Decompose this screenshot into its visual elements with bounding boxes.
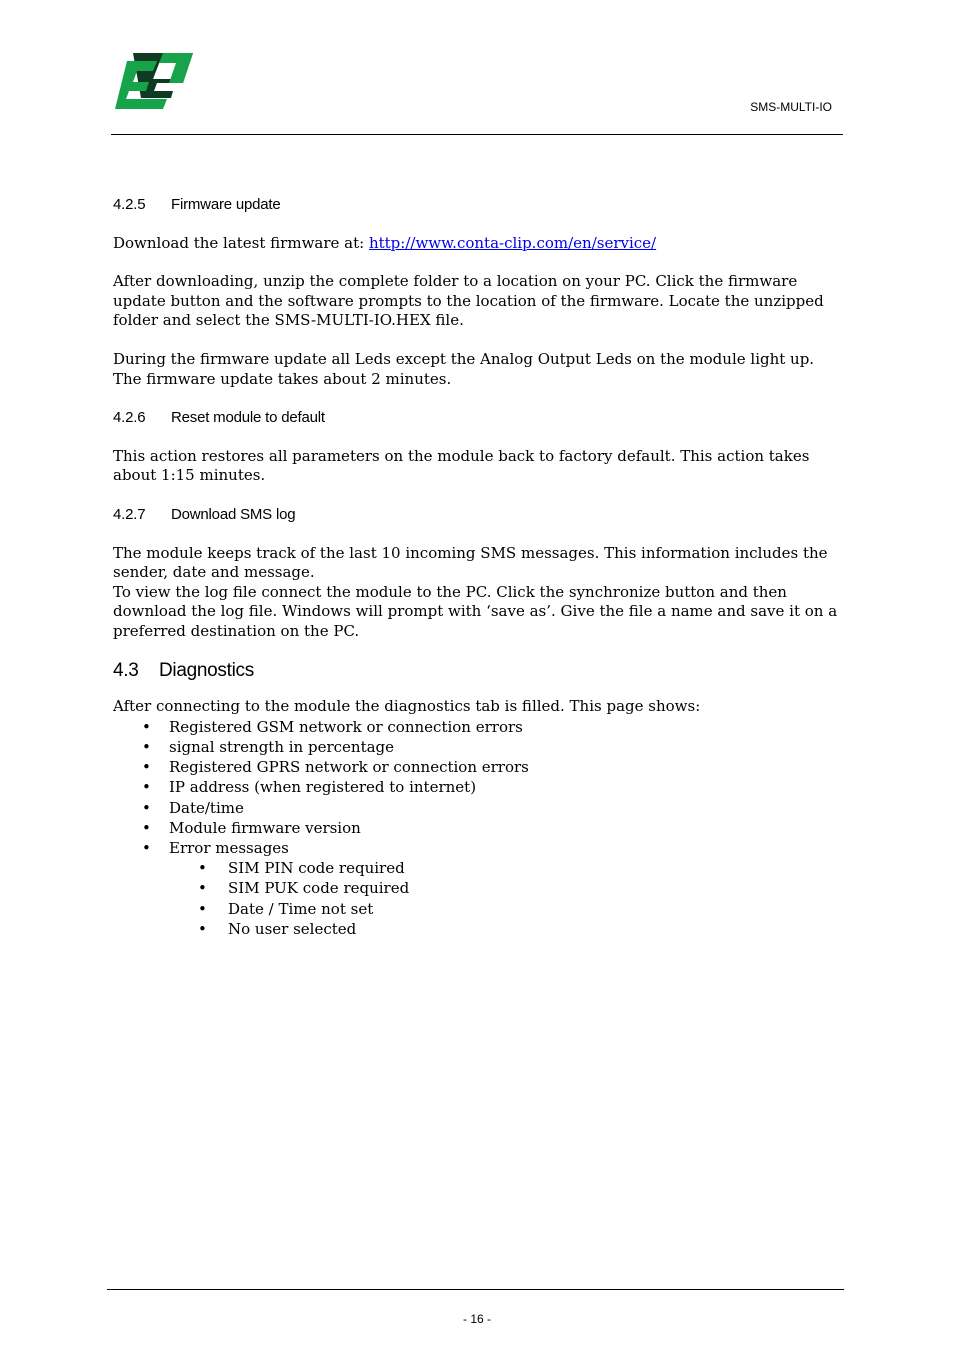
list-item-text: Date/time [169, 798, 244, 817]
section-number: 4.2.6 [113, 409, 146, 427]
bullet-icon: • [142, 798, 151, 817]
document-id: SMS-MULTI-IO [750, 100, 832, 114]
list-item-text: IP address (when registered to internet) [169, 778, 477, 797]
paragraph: During the firmware update all Leds except the Analog Output Leds on the module light up. The firmware update takes about 2 minutes. [113, 349, 815, 388]
section-number: 4.3 [113, 659, 139, 681]
bullet-icon: • [198, 879, 207, 898]
paragraph: After connecting to the module the diagnostics tab is filled. This page shows: [113, 697, 701, 716]
error-messages-list [169, 858, 843, 939]
paragraph-text: Download the latest firmware at: [113, 233, 369, 252]
section-number: 4.2.7 [113, 505, 146, 523]
list-item-text: Error messages [169, 838, 289, 857]
list-item-text: Date / Time not set [228, 899, 374, 918]
list-item [169, 899, 843, 919]
list-item-text: Registered GPRS network or connection errors [169, 758, 529, 777]
section-heading-4-2-6 [113, 408, 843, 428]
list-item [113, 717, 843, 737]
paragraph: The module keeps track of the last 10 incoming SMS messages. This information includes the sender, date and message. [113, 543, 828, 582]
section-number: 4.2.5 [113, 196, 146, 213]
paragraph: This action restores all parameters on the module back to factory default. This action takes about 1:15 minutes. [113, 446, 810, 485]
list-item-text: signal strength in percentage [169, 737, 395, 756]
section-title: Download SMS log [171, 505, 296, 523]
paragraph: After downloading, unzip the complete folder to a location on your PC. Click the firmware update button and the software prompts to the location of the firmware. Locate the unzipped folder and select the SMS-MULTI-IO.HEX file. [113, 272, 824, 330]
page-content [113, 195, 843, 939]
bullet-icon: • [198, 899, 207, 918]
section-heading-4-2-7 [113, 505, 843, 525]
section-heading-4-3 [113, 661, 843, 681]
section-title: Diagnostics [159, 659, 254, 681]
section-title: Firmware update [171, 196, 281, 213]
list-item-text: No user selected [228, 919, 357, 938]
list-item [113, 818, 843, 838]
bullet-icon: • [198, 919, 207, 938]
bullet-icon: • [142, 778, 151, 797]
list-item [169, 878, 843, 898]
section-title: Reset module to default [171, 409, 325, 427]
list-item [113, 838, 843, 939]
list-item [113, 757, 843, 777]
list-item [113, 737, 843, 757]
section-heading-4-2-5 [113, 195, 843, 215]
paragraph: To view the log file connect the module to the PC. Click the synchronize button and then download the log file. Windows will prompt with ‘save as’. Give the file a name and save it on a preferred destination on the PC. [113, 582, 838, 640]
list-item-text: SIM PUK code required [228, 879, 410, 898]
paragraph [113, 234, 843, 254]
footer-divider [107, 1289, 844, 1290]
bullet-icon: • [142, 818, 151, 837]
diagnostics-list [113, 717, 843, 939]
header-divider [111, 134, 843, 135]
list-item-text: SIM PIN code required [228, 859, 405, 878]
firmware-download-link[interactable]: http://www.conta-clip.com/en/service/ [368, 233, 657, 252]
list-item-text: Registered GSM network or connection errors [169, 717, 523, 736]
list-item [169, 858, 843, 878]
list-item [169, 919, 843, 939]
list-item [113, 798, 843, 818]
bullet-icon: • [142, 838, 151, 857]
company-logo [113, 49, 195, 110]
bullet-icon: • [198, 859, 207, 878]
bullet-icon: • [142, 717, 151, 736]
list-item [113, 777, 843, 797]
page-number: - 16 - [462, 1312, 491, 1326]
bullet-icon: • [142, 737, 151, 756]
bullet-icon: • [142, 758, 151, 777]
list-item-text: Module firmware version [169, 818, 361, 837]
